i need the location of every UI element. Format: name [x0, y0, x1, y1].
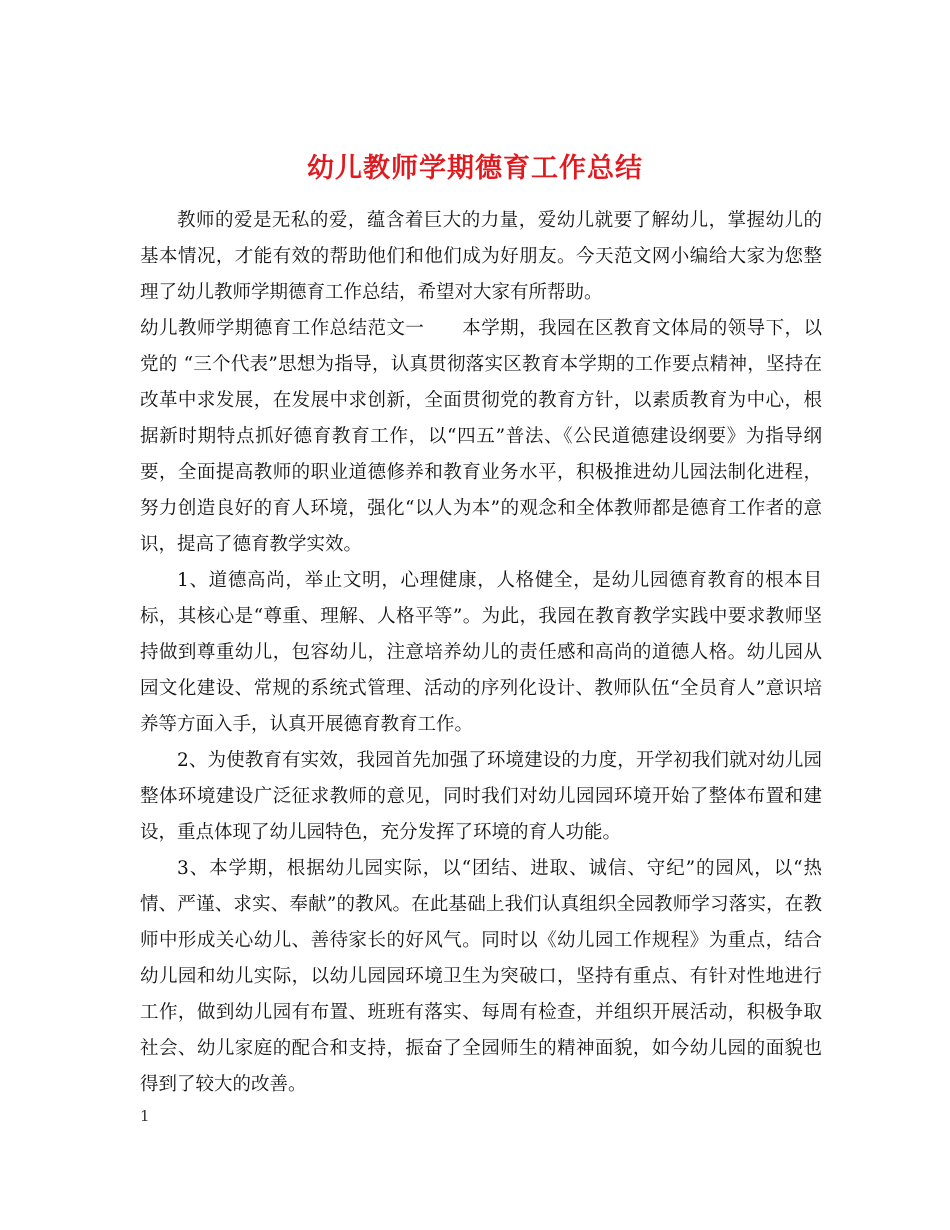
paragraph-point-1: 1、道德高尚，举止文明，心理健康，人格健全，是幼儿园德育教育的根本目标，其核心是“尊重、理解、人格平等”。为此，我园在教育教学实践中要求教师坚持做到尊重幼儿，包容幼儿，注意培养幼儿的责任感和高尚的道德人格。幼儿园从园文化建设、常规的系统式管理、活动的序列化设计、教师队伍“全员育人”意识培养等方面入手，认真开展德育教育工作。 [140, 570, 822, 735]
page-title: 幼儿教师学期德育工作总结 [307, 153, 643, 185]
paragraph-point-2: 2、为使教育有实效，我园首先加强了环境建设的力度，开学初我们就对幼儿园整体环境建设广泛征求教师的意见，同时我们对幼儿园园环境开始了整体布置和建设，重点体现了幼儿园特色，充分发挥了环境的育人功能。 [140, 750, 822, 843]
paragraph-point-3: 3、本学期，根据幼儿园实际，以“团结、进取、诚信、守纪”的园风，以“热情、严谨、求实、奉献”的教风。在此基础上我们认真组织全园教师学习落实，在教师中形成关心幼儿、善待家长的好风气。同时以《幼儿园工作规程》为重点，结合幼儿园和幼儿实际，以幼儿园园环境卫生为突破口，坚持有重点、有针对性地进行工作，做到幼儿园有布置、班班有落实、每周有检查，并组织开展活动，积极争取社会、幼儿家庭的配合和支持，振奋了全园师生的精神面貌，如今幼儿园的面貌也得到了较大的改善。 [140, 858, 822, 1095]
paragraph-sample-one: 幼儿教师学期德育工作总结范文一 本学期，我园在区教育文体局的领导下，以党的 “三个代表”思想为指导，认真贯彻落实区教育本学期的工作要点精神，坚持在改革中求发展，在发展中求创新，全面贯彻党的教育方针，以素质教育为中心，根据新时期特点抓好德育教育工作，以“四五”普法、《公民道德建设纲要》为指导纲要，全面提高教师的职业道德修养和教育业务水平，积极推进幼儿园法制化进程，努力创造良好的育人环境，强化“以人为本”的观念和全体教师都是德育工作者的意识，提高了德育教学实效。 [140, 318, 822, 555]
document-body [140, 203, 822, 1103]
page-number: 1 [140, 1107, 150, 1125]
paragraph-intro: 教师的爱是无私的爱，蕴含着巨大的力量，爱幼儿就要了解幼儿，掌握幼儿的基本情况，才能有效的帮助他们和他们成为好朋友。今天范文网小编给大家为您整理了幼儿教师学期德育工作总结，希望对大家有所帮助。 [140, 210, 822, 303]
